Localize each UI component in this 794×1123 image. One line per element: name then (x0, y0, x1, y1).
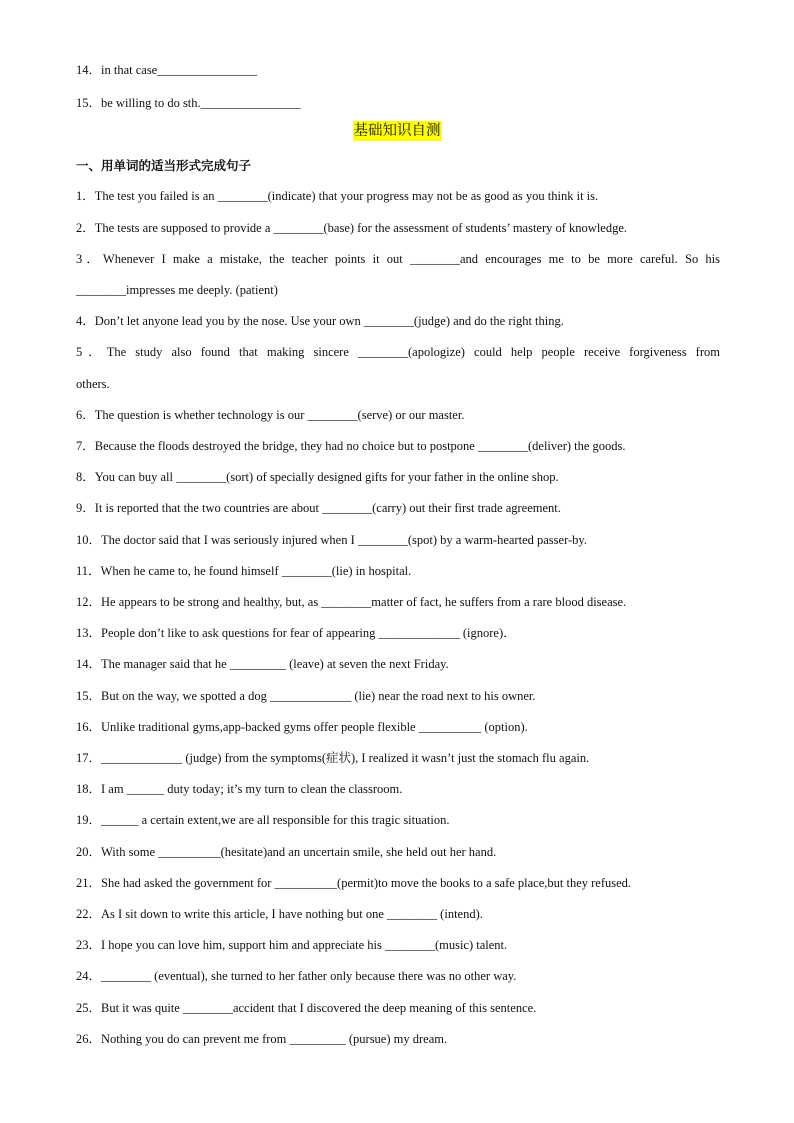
sentence-1: 1．The test you failed is an ________(indicate) that your progress may not be as good as you think it is. (76, 189, 599, 203)
sentence-7: 7．Because the floods destroyed the bridge, they had no choice but to postpone ________(deliver) the goods. (76, 439, 626, 453)
sentence-21: 21．She had asked the government for __________(permit)to move the books to a safe place,but they refused. (76, 876, 632, 890)
sentence-15: 15．But on the way, we spotted a dog _____________ (lie) near the road next to his owner. (76, 689, 536, 703)
sentence-26: 26．Nothing you do can prevent me from _________ (pursue) my dream. (76, 1032, 448, 1046)
sentence-5-continuation: others. (76, 377, 110, 391)
sentence-12: 12．He appears to be strong and healthy, but, as ________matter of fact, he suffers from a rare blood disease. (76, 595, 627, 609)
section-heading: 一、用单词的适当形式完成句子 (76, 158, 252, 173)
sentence-6: 6．The question is whether technology is our ________(serve) or our master. (76, 408, 465, 422)
sentence-10: 10．The doctor said that I was seriously injured when I ________(spot) by a warm-hearted passer-by. (76, 533, 587, 547)
sentence-11: 11．When he came to, he found himself ________(lie) in hospital. (76, 564, 412, 578)
sentence-17: 17．_____________ (judge) from the symptoms(症状), I realized it wasn’t just the stomach flu again. (76, 751, 590, 765)
section-title (0, 119, 794, 140)
section-title-highlight: 基础知识自测 (353, 123, 441, 139)
sentence-16: 16．Unlike traditional gyms,app-backed gyms offer people flexible __________ (option). (76, 720, 528, 734)
top-item-15: 15．be willing to do sth.________________ (76, 96, 301, 110)
sentence-8: 8．You can buy all ________(sort) of specially designed gifts for your father in the online shop. (76, 470, 559, 484)
top-item-14: 14．in that case________________ (76, 63, 258, 77)
sentence-2: 2．The tests are supposed to provide a ________(base) for the assessment of students’ mastery of knowledge. (76, 221, 628, 235)
sentence-3-continuation: ________impresses me deeply. (patient) (76, 283, 278, 297)
sentence-18: 18．I am ______ duty today; it’s my turn to clean the classroom. (76, 782, 403, 796)
sentence-23: 23．I hope you can love him, support him and appreciate his ________(music) talent. (76, 938, 508, 952)
sentence-14: 14．The manager said that he _________ (leave) at seven the next Friday. (76, 657, 449, 671)
sentence-5: 5．The study also found that making sincere ________(apologize) could help people receive forgiveness from (76, 345, 720, 359)
sentence-22: 22．As I sit down to write this article, I have nothing but one ________ (intend). (76, 907, 483, 921)
sentence-20: 20．With some __________(hesitate)and an uncertain smile, she held out her hand. (76, 845, 497, 859)
sentence-9: 9．It is reported that the two countries are about ________(carry) out their first trade agreement. (76, 501, 561, 515)
sentence-3: 3．Whenever I make a mistake, the teacher points it out ________and encourages me to be more careful. So his (76, 252, 720, 266)
sentence-4: 4．Don’t let anyone lead you by the nose. Use your own ________(judge) and do the right thing. (76, 314, 564, 328)
sentence-24: 24．________ (eventual), she turned to her father only because there was no other way. (76, 969, 517, 983)
sentence-19: 19．______ a certain extent,we are all responsible for this tragic situation. (76, 813, 450, 827)
sentence-25: 25．But it was quite ________accident that I discovered the deep meaning of this sentence. (76, 1001, 537, 1015)
sentence-13: 13．People don’t like to ask questions for fear of appearing _____________ (ignore)． (76, 626, 516, 640)
